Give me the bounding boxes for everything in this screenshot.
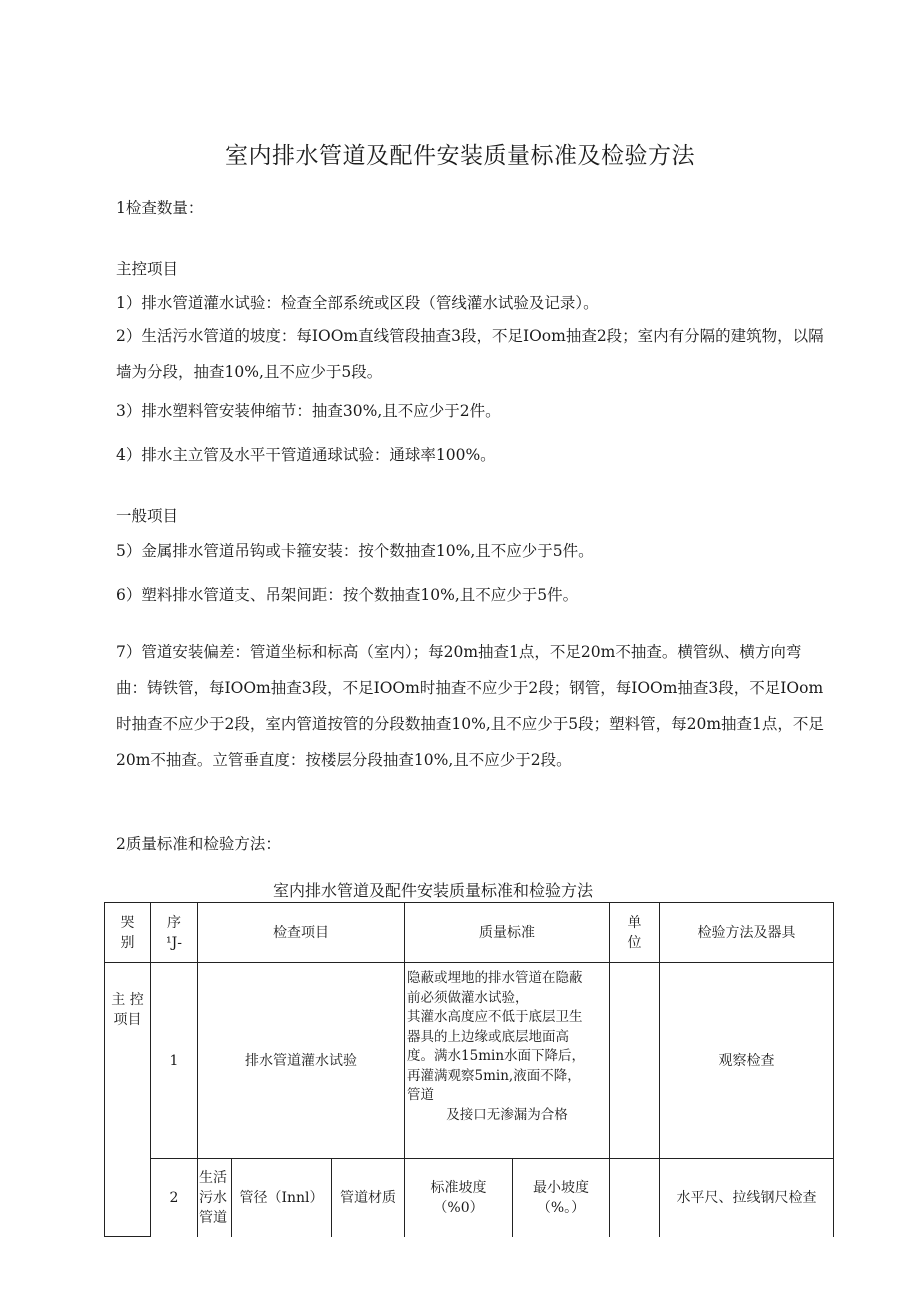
row1-standard: 隐蔽或埋地的排水管道在隐蔽 前必须做灌水试验， 其灌水高度应不低于底层卫生 器具的上边缘或底层地面高 度。满水15min水面下降后， 再灌满观察5min,液面不降， 管道 及接口无渗漏为合格 [405,963,610,1159]
row2-min-slope: 最小坡度 （%。） [513,1159,610,1237]
row2-unit [610,1159,660,1237]
row2-pipe-diameter: 管径（Innl） [232,1159,332,1237]
header-category: 哭 别 [105,903,151,963]
section2-heading: 2质量标准和检验方法： [116,835,281,853]
general-items-heading: 一般项目 [116,507,179,525]
row2-method: 水平尺、拉线钢尺检查 [660,1159,834,1237]
header-standard: 质量标准 [405,903,610,963]
section1-heading: 1检查数量： [116,199,204,217]
row2-seq: 2 [151,1159,198,1237]
header-seq: 序 ¹J- [151,903,198,963]
main-item-2: 2）生活污水管道的坡度：每IOOm直线管段抽查3段，不足IOom抽查2段；室内有分隔的建筑物，以隔墙为分段，抽查10%,且不应少于5段。 [116,327,824,381]
main-items-heading: 主控项目 [116,260,179,278]
general-item-6: 6）塑料排水管道支、吊架间距：按个数抽查10%,且不应少于5件。 [116,586,579,604]
row2-pipe-material: 管道材质 [332,1159,405,1237]
category-main: 主 控 项目 [105,963,151,1237]
row1-seq: 1 [151,963,198,1159]
table-row [105,963,834,1159]
header-method: 检验方法及器具 [660,903,834,963]
row2-standard-slope: 标准坡度 （%0） [405,1159,513,1237]
general-item-5: 5）金属排水管道吊钩或卡箍安装：按个数抽查10%,且不应少于5件。 [116,542,594,560]
row1-item: 排水管道灌水试验 [198,963,405,1159]
row2-sub-item: 生活 污水 管道 [198,1159,232,1237]
table-header-row [105,903,834,963]
table-caption: 室内排水管道及配件安装质量标准和检验方法 [272,881,593,900]
header-unit: 单 位 [610,903,660,963]
quality-standard-table [104,902,834,1237]
main-item-4: 4）排水主立管及水平干管道通球试验：通球率100%。 [116,446,496,464]
row1-method: 观察检查 [660,963,834,1159]
general-item-7: 7）管道安装偏差：管道坐标和标高（室内）；每20m抽查1点，不足20m不抽查。横管纵、横方向弯曲：铸铁管，每IOOm抽查3段，不足IOOm时抽查不应少于2段；钢管，每IOOm抽查3段，不足IOom时抽查不应少于2段，室内管道按管的分段数抽查10%,且不应少于5段；塑料管，每20m抽查1点，不足20m不抽查。立管垂直度：按楼层分段抽查10%,且不应少于2段。 [116,643,824,769]
row1-unit [610,963,660,1159]
header-item: 检查项目 [198,903,405,963]
page-title: 室内排水管道及配件安装质量标准及检验方法 [225,143,695,169]
main-item-1: 1）排水管道灌水试验：检查全部系统或区段（管线灌水试验及记录）。 [116,294,599,312]
main-item-3: 3）排水塑料管安装伸缩节：抽查30%,且不应少于2件。 [116,402,501,420]
table-row [105,1159,834,1237]
